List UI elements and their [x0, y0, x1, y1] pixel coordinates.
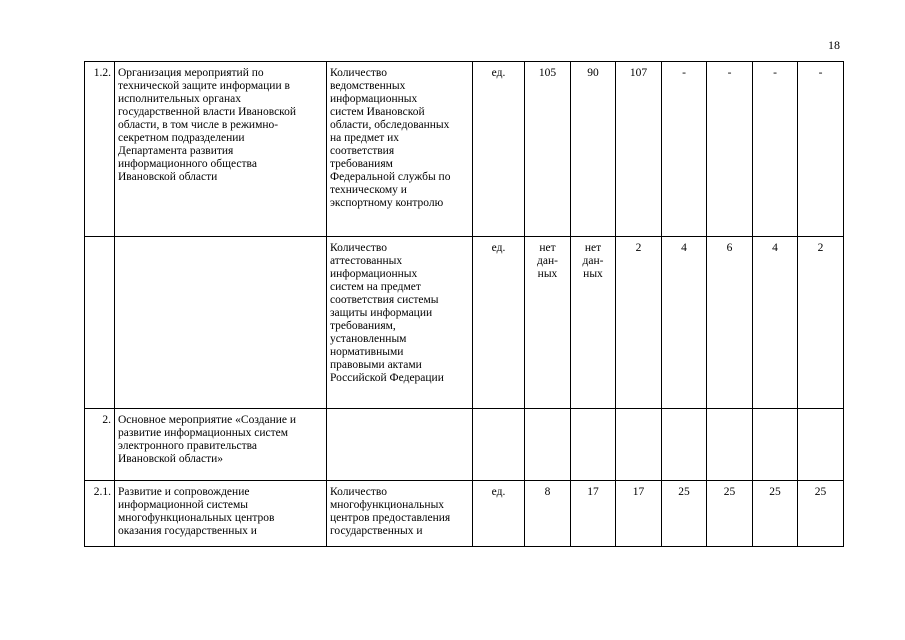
- value-cell: -: [753, 62, 798, 237]
- indicators-table: [84, 61, 844, 547]
- value-cell: 105: [525, 62, 571, 237]
- indicator-cell: [327, 409, 473, 481]
- value-cell: 2: [798, 237, 844, 409]
- value-cell: 8: [525, 481, 571, 547]
- value-cell: -: [707, 62, 753, 237]
- activity-cell: [115, 237, 327, 409]
- row-number: 1.2.: [85, 62, 115, 237]
- unit-cell: ед.: [473, 62, 525, 237]
- row-number: 2.1.: [85, 481, 115, 547]
- row-number: 2.: [85, 409, 115, 481]
- value-cell: 25: [707, 481, 753, 547]
- table-row: [85, 409, 844, 481]
- value-cell: [798, 409, 844, 481]
- value-cell: -: [798, 62, 844, 237]
- value-cell: 25: [662, 481, 707, 547]
- activity-cell: Основное мероприятие «Создание и развитие информационных систем электронного правительства Ивановской области»: [115, 409, 327, 481]
- value-cell: [525, 409, 571, 481]
- value-cell: 107: [616, 62, 662, 237]
- value-cell: [662, 409, 707, 481]
- value-cell: нет дан- ных: [525, 237, 571, 409]
- value-cell: 90: [571, 62, 616, 237]
- value-cell: [616, 409, 662, 481]
- indicator-cell: Количество многофункциональных центров предоставления государственных и: [327, 481, 473, 547]
- unit-cell: ед.: [473, 481, 525, 547]
- value-cell: [753, 409, 798, 481]
- unit-cell: [473, 409, 525, 481]
- page-number: 18: [828, 38, 840, 52]
- value-cell: 6: [707, 237, 753, 409]
- indicator-cell: Количество ведомственных информационных систем Ивановской области, обследованных на предмет их соответствия требованиям Федеральной службы по техническому и экспортному контролю: [327, 62, 473, 237]
- value-cell: 2: [616, 237, 662, 409]
- value-cell: 4: [753, 237, 798, 409]
- value-cell: 17: [571, 481, 616, 547]
- value-cell: нет дан- ных: [571, 237, 616, 409]
- table-row: [85, 237, 844, 409]
- value-cell: -: [662, 62, 707, 237]
- value-cell: [571, 409, 616, 481]
- value-cell: 17: [616, 481, 662, 547]
- activity-cell: Организация мероприятий по технической защите информации в исполнительных органах государственной власти Ивановской области, в том числе в режимно- секретном подразделении Департамента развития информационного общества Ивановской области: [115, 62, 327, 237]
- activity-cell: Развитие и сопровождение информационной системы многофункциональных центров оказания государственных и: [115, 481, 327, 547]
- unit-cell: ед.: [473, 237, 525, 409]
- indicator-cell: Количество аттестованных информационных систем на предмет соответствия системы защиты информации требованиям, установленным нормативными правовыми актами Российской Федерации: [327, 237, 473, 409]
- table-row: [85, 481, 844, 547]
- row-number: [85, 237, 115, 409]
- value-cell: 4: [662, 237, 707, 409]
- value-cell: 25: [753, 481, 798, 547]
- value-cell: [707, 409, 753, 481]
- table-row: [85, 62, 844, 237]
- value-cell: 25: [798, 481, 844, 547]
